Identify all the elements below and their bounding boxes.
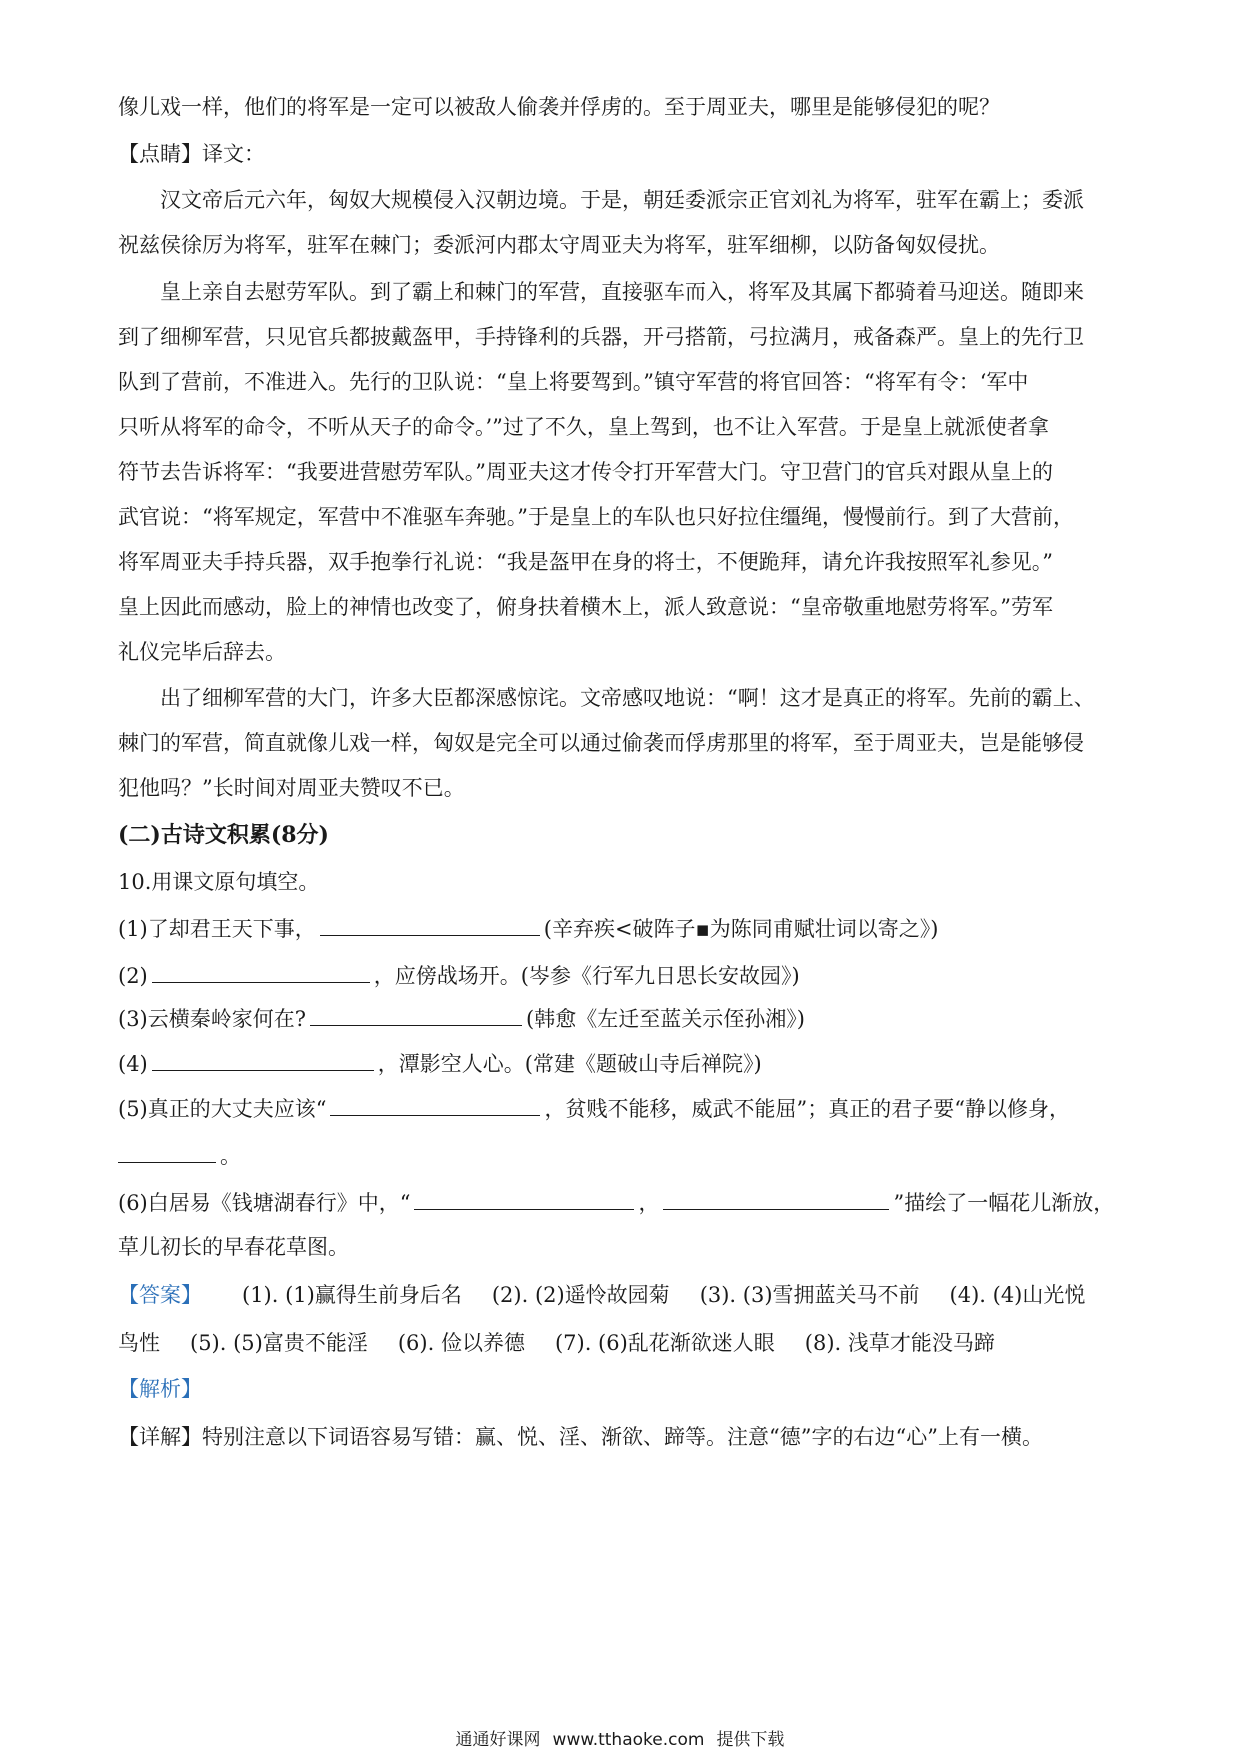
translation-line: 出了细柳军营的大门，许多大臣都深感惊诧。文帝感叹地说：“啊！这才是真正的将军。先前的霸上、 [160,686,1095,710]
answer-blank[interactable] [320,913,540,936]
answer-item: (6). 俭以养德 [397,1331,525,1355]
answer-line-2 [118,1328,1128,1358]
answer-item: (4). (4)山光悦 [949,1283,1086,1307]
dianjing-label: 译文： [202,142,265,166]
answer-item: (8). 浅草才能没马蹄 [804,1331,995,1355]
fill-item-5 [118,1093,1128,1124]
footer-note: 提供下载 [716,1730,785,1750]
item-prefix: (2) [118,964,148,988]
fill-item-6-cont: 草儿初长的早春花草图。 [118,1235,349,1259]
paragraph-line: 像儿戏一样，他们的将军是一定可以被敌人偷袭并俘虏的。至于周亚夫，哪里是能够侵犯的呢？ [118,95,1000,119]
page-footer [0,1725,1240,1750]
answer-blank[interactable] [152,960,370,983]
translation-line: 只听从将军的命令，不听从天子的命令。’”过了不久，皇上驾到，也不让入军营。于是皇上就派使者拿 [118,415,1049,439]
item-prefix: (5)真正的大丈夫应该“ [118,1097,327,1121]
answer-item: (3). (3)雪拥蓝关马不前 [699,1283,920,1307]
answer-tag: 【答案】 [118,1283,202,1307]
fill-item-3 [118,1003,1128,1034]
detail-line [118,1422,1128,1452]
translation-line: 礼仪完毕后辞去。 [118,640,286,664]
analysis-tag: 【解析】 [118,1377,202,1401]
translation-line: 到了细柳军营，只见官兵都披戴盔甲，手持锋利的兵器，开弓搭箭，弓拉满月，戒备森严。皇上的先行卫 [118,325,1084,349]
answer-item: 鸟性 [118,1331,160,1355]
translation-line: 符节去告诉将军：“我要进营慰劳军队。”周亚夫这才传令打开军营大门。守卫营门的官兵对跟从皇上的 [118,460,1053,484]
answer-item: (1). (1)赢得生前身后名 [242,1283,462,1307]
item-mid: ， [638,1191,660,1215]
dianjing-tag: 【点睛】 [118,142,202,166]
detail-tag: 【详解】 [118,1425,202,1449]
translation-line: 皇上亲自去慰劳军队。到了霸上和棘门的军营，直接驱车而入，将军及其属下都骑着马迎送。随即来 [160,280,1084,304]
fill-item-5-cont [118,1140,1128,1171]
answer-blank[interactable] [152,1048,374,1071]
section-heading: (二)古诗文积累(8分) [118,822,329,848]
item-end: 。 [220,1144,241,1168]
footer-url[interactable]: www.tthaoke.com [552,1730,705,1750]
item-suffix: ”描绘了一幅花儿渐放， [893,1191,1115,1215]
translation-line: 祝兹侯徐厉为将军，驻军在棘门；委派河内郡太守周亚夫为将军，驻军细柳，以防备匈奴侵扰。 [118,233,1000,257]
footer-site-name: 通通好课网 [455,1730,541,1750]
answer-item: (5). (5)富贵不能淫 [190,1331,368,1355]
translation-line: 棘门的军营，简直就像儿戏一样，匈奴是完全可以通过偷袭而俘虏那里的将军，至于周亚夫，岂是能够侵 [118,731,1084,755]
answer-blank[interactable] [414,1187,634,1210]
question-stem: 10.用课文原句填空。 [118,870,320,894]
translation-line: 汉文帝后元六年，匈奴大规模侵入汉朝边境。于是，朝廷委派宗正官刘礼为将军，驻军在霸上；委派 [160,188,1084,212]
answer-item: (2). (2)遥怜故园菊 [491,1283,670,1307]
item-prefix: (3)云横秦岭家何在? [118,1007,307,1031]
translation-line: 队到了营前，不准进入。先行的卫队说：“皇上将要驾到。”镇守军营的将官回答：“将军有令：‘军中 [118,370,1029,394]
detail-text: 特别注意以下词语容易写错：赢、悦、淫、渐欲、蹄等。注意“德”字的右边“心”上有一横。 [202,1425,1043,1449]
answer-blank[interactable] [310,1003,522,1026]
answer-blank[interactable] [330,1093,540,1116]
fill-item-2 [118,960,1128,991]
item-suffix: ，潭影空人心。(常建《题破山寺后禅院》) [377,1052,762,1076]
fill-item-1 [118,913,1128,944]
item-prefix: (1)了却君王天下事， [118,917,316,941]
item-suffix: ，应傍战场开。(岑参《行军九日思长安故园》) [373,964,800,988]
fill-item-6 [118,1187,1128,1218]
answer-blank[interactable] [663,1187,889,1210]
answer-item: (7). (6)乱花渐欲迷人眼 [554,1331,775,1355]
translation-line: 将军周亚夫手持兵器，双手抱拳行礼说：“我是盔甲在身的将士，不便跪拜，请允许我按照军礼参见。” [118,550,1053,574]
translation-line: 皇上因此而感动，脸上的神情也改变了，俯身扶着横木上，派人致意说：“皇帝敬重地慰劳将军。”劳军 [118,595,1053,619]
item-prefix: (4) [118,1052,148,1076]
item-prefix: (6)白居易《钱塘湖春行》中，“ [118,1191,411,1215]
answer-line-1 [118,1280,1128,1310]
item-suffix: (辛弃疾<破阵子▪为陈同甫赋壮词以寄之》) [543,917,939,941]
dianjing-heading [118,139,1128,169]
item-suffix: ，贫贱不能移，威武不能屈”；真正的君子要“静以修身， [544,1097,1070,1121]
translation-line: 犯他吗？”长时间对周亚夫赞叹不已。 [118,776,465,800]
translation-line: 武官说：“将军规定，军营中不准驱车奔驰。”于是皇上的车队也只好拉住缰绳，慢慢前行。到了大营前， [118,505,1074,529]
item-suffix: (韩愈《左迁至蓝关示侄孙湘》) [526,1007,805,1031]
fill-item-4 [118,1048,1128,1079]
answer-blank[interactable] [118,1140,216,1163]
